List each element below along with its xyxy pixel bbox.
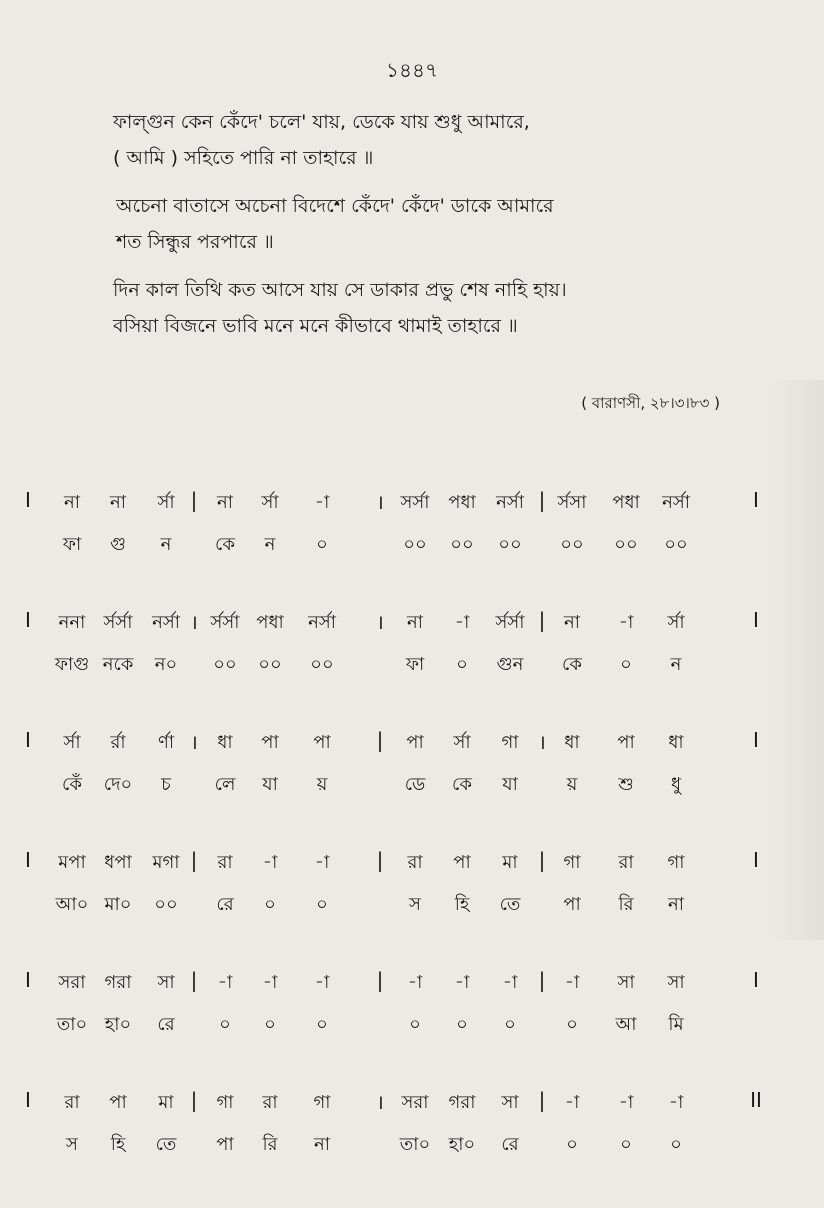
swara-note: -া: [668, 1092, 684, 1113]
lyric-syllable: চ: [161, 774, 171, 795]
bar-line: |: [190, 1088, 198, 1112]
swara-note: ধা: [668, 732, 684, 753]
swara-note: র্সা: [63, 732, 81, 753]
bar-line: ।: [190, 730, 198, 754]
swara-note: র্রা: [110, 732, 126, 753]
lyric-syllable: তা০: [399, 1134, 431, 1155]
swara-note: রা: [64, 1092, 80, 1113]
swara-note: র্সসা: [557, 492, 587, 513]
bar-line: |: [190, 488, 198, 512]
lyrics-block: [113, 104, 753, 356]
swara-note: -া: [564, 1092, 580, 1113]
swara-note: গা: [667, 852, 685, 873]
stanza: [113, 272, 753, 344]
swara-note: রা: [262, 1092, 278, 1113]
bar-line: I: [25, 488, 31, 512]
lyric-syllable: তে: [155, 1134, 177, 1155]
swara-note: না: [110, 492, 126, 513]
bar-line: |: [376, 968, 384, 992]
notation-row: [20, 608, 810, 728]
lyric-syllable: রি: [262, 1134, 278, 1155]
lyric-syllable: ০: [620, 1134, 632, 1155]
bar-line: I: [25, 968, 31, 992]
lyric-syllable: ন: [160, 534, 172, 555]
swara-note: মা: [502, 852, 518, 873]
swara-note: -া: [502, 972, 518, 993]
stanza: [113, 188, 753, 260]
lyric-syllable: ০: [316, 1014, 328, 1035]
swara-note: পা: [406, 732, 424, 753]
swara-note: -া: [407, 972, 423, 993]
bar-line: |: [190, 968, 198, 992]
lyric-syllable: রে: [157, 1014, 175, 1035]
swara-note: র্সা: [261, 492, 279, 513]
bar-line: I: [753, 728, 759, 752]
bar-line: II: [750, 1088, 762, 1112]
lyric-syllable: আ: [615, 1014, 637, 1035]
lyric-syllable: না: [668, 894, 684, 915]
lyric-syllable: ফাগু: [54, 654, 90, 675]
lyric-syllable: ০০: [498, 534, 522, 555]
lyric-syllable: যা: [502, 774, 518, 795]
bar-line: ।: [190, 610, 198, 634]
swara-note: পধা: [612, 492, 640, 513]
swara-note: পধা: [256, 612, 284, 633]
bar-line: |: [538, 1088, 546, 1112]
swara-note: গা: [563, 852, 581, 873]
swara-note: নর্সা: [308, 612, 336, 633]
lyric-syllable: ধু: [670, 774, 682, 795]
swara-note: সা: [501, 1092, 519, 1113]
swara-note: মা: [158, 1092, 174, 1113]
lyric-syllable: ০: [264, 1014, 276, 1035]
notation-row: [20, 1088, 810, 1208]
bar-line: ।: [376, 610, 384, 634]
lyric-line: অচেনা বাতাসে অচেনা বিদেশে কেঁদে' কেঁদে' ডাকে আমারে: [116, 195, 554, 217]
swara-note: র্সা: [667, 612, 685, 633]
lyric-line: ( আমি ) সহিতে পারি না তাহারে ॥: [113, 147, 374, 169]
lyric-syllable: স: [66, 1134, 78, 1155]
lyric-syllable: না: [314, 1134, 330, 1155]
swara-note: না: [407, 612, 423, 633]
swara-note: ধা: [564, 732, 580, 753]
lyric-syllable: হা০: [104, 1014, 132, 1035]
lyric-syllable: কেঁ: [62, 774, 82, 795]
page-number: ১৪৪৭: [386, 58, 438, 82]
lyric-syllable: মি: [668, 1014, 684, 1035]
lyric-syllable: ফা: [405, 654, 425, 675]
swara-note: সা: [157, 972, 175, 993]
bar-line: |: [538, 968, 546, 992]
lyric-syllable: গু: [110, 534, 126, 555]
lyric-syllable: পা: [216, 1134, 234, 1155]
swara-note: গরা: [448, 1092, 476, 1113]
swara-note: -া: [314, 972, 330, 993]
lyric-syllable: ০০: [213, 654, 237, 675]
swara-note: র্সা: [157, 492, 175, 513]
lyric-syllable: কে: [562, 654, 582, 675]
bar-line: |: [538, 488, 546, 512]
bar-line: |: [376, 728, 384, 752]
swara-note: র্সর্সা: [103, 612, 133, 633]
swara-note: গা: [216, 1092, 234, 1113]
swara-note: পা: [453, 852, 471, 873]
swara-note: সরা: [58, 972, 86, 993]
swara-note: ননা: [58, 612, 86, 633]
lyric-syllable: রে: [216, 894, 234, 915]
swara-note: -া: [314, 492, 330, 513]
bar-line: I: [25, 848, 31, 872]
lyric-syllable: ০: [264, 894, 276, 915]
swara-note: সর্সা: [400, 492, 430, 513]
lyric-syllable: ০০: [154, 894, 178, 915]
lyric-syllable: ০: [566, 1134, 578, 1155]
swara-note: -া: [618, 1092, 634, 1113]
lyric-syllable: ০: [409, 1014, 421, 1035]
bar-line: ।: [538, 730, 546, 754]
lyric-syllable: কে: [215, 534, 235, 555]
swara-note: -া: [217, 972, 233, 993]
lyric-syllable: তে: [499, 894, 521, 915]
swara-note: -া: [618, 612, 634, 633]
lyric-syllable: ফা: [62, 534, 82, 555]
composition-date: ( বারাণসী, ২৮।৩।৮৩ ): [581, 394, 720, 412]
lyric-syllable: রি: [618, 894, 634, 915]
lyric-syllable: স: [409, 894, 421, 915]
swara-note: মগা: [152, 852, 180, 873]
swara-note: সরা: [401, 1092, 429, 1113]
lyric-syllable: য়: [316, 774, 328, 795]
lyric-syllable: নকে: [102, 654, 134, 675]
lyric-line: ফাল্গুন কেন কেঁদে' চলে' যায়, ডেকে যায় শুধু আমারে,: [113, 111, 530, 133]
lyric-syllable: ০: [316, 534, 328, 555]
lyric-syllable: পা: [563, 894, 581, 915]
lyric-syllable: আ০: [55, 894, 89, 915]
margin-shadow: [770, 380, 824, 940]
swara-note: নর্সা: [496, 492, 524, 513]
swara-note: -া: [262, 852, 278, 873]
bar-line: |: [538, 608, 546, 632]
bar-line: |: [190, 848, 198, 872]
stanza: [113, 104, 753, 176]
bar-line: I: [753, 968, 759, 992]
lyric-syllable: যা: [262, 774, 278, 795]
notation-row: [20, 848, 810, 968]
swara-note: সা: [667, 972, 685, 993]
swara-note: গা: [501, 732, 519, 753]
lyric-syllable: য়: [566, 774, 578, 795]
swara-note: র্সর্সা: [495, 612, 525, 633]
swara-note: রা: [618, 852, 634, 873]
swara-note: মপা: [58, 852, 86, 873]
lyric-syllable: ০: [316, 894, 328, 915]
notation-row: [20, 968, 810, 1088]
swara-note: না: [564, 612, 580, 633]
lyric-syllable: গুন: [496, 654, 524, 675]
swara-note: ধা: [217, 732, 233, 753]
swara-note: নর্সা: [152, 612, 180, 633]
lyric-syllable: লে: [214, 774, 236, 795]
lyric-line: শত সিন্ধুর পরপারে ॥: [116, 231, 274, 253]
lyric-syllable: হি: [454, 894, 470, 915]
lyric-syllable: দে০: [103, 774, 133, 795]
swara-note: পা: [617, 732, 635, 753]
swara-note: না: [64, 492, 80, 513]
lyric-syllable: ০০: [664, 534, 688, 555]
lyric-syllable: ন০: [154, 654, 178, 675]
swara-note: গরা: [104, 972, 132, 993]
lyric-syllable: ০: [504, 1014, 516, 1035]
bar-line: |: [376, 848, 384, 872]
lyric-line: বসিয়া বিজনে ভাবি মনে মনে কীভাবে থামাই তাহারে ॥: [113, 315, 518, 337]
lyric-syllable: ন: [670, 654, 682, 675]
lyric-syllable: ০০: [258, 654, 282, 675]
swara-note: -া: [262, 972, 278, 993]
swara-note: পা: [261, 732, 279, 753]
lyric-syllable: ন: [264, 534, 276, 555]
swara-note: র্সর্সা: [210, 612, 240, 633]
lyric-syllable: ০০: [403, 534, 427, 555]
swara-note: নর্সা: [662, 492, 690, 513]
lyric-syllable: ০: [670, 1134, 682, 1155]
lyric-syllable: ০: [620, 654, 632, 675]
lyric-syllable: ০: [456, 654, 468, 675]
lyric-syllable: মা০: [104, 894, 132, 915]
notation-block: [20, 488, 810, 1208]
lyric-syllable: কে: [452, 774, 472, 795]
bar-line: ।: [376, 490, 384, 514]
swara-note: না: [217, 492, 233, 513]
bar-line: I: [25, 608, 31, 632]
bar-line: I: [25, 1088, 31, 1112]
lyric-syllable: ০: [566, 1014, 578, 1035]
lyric-syllable: ০০: [614, 534, 638, 555]
swara-note: রা: [217, 852, 233, 873]
lyric-syllable: শু: [618, 774, 634, 795]
lyric-syllable: ০: [219, 1014, 231, 1035]
swara-note: ধপা: [104, 852, 132, 873]
lyric-syllable: রে: [501, 1134, 519, 1155]
swara-note: র্ণা: [157, 732, 175, 753]
lyric-syllable: হি: [110, 1134, 126, 1155]
swara-note: -া: [564, 972, 580, 993]
bar-line: ।: [376, 1090, 384, 1114]
bar-line: I: [753, 488, 759, 512]
swara-note: গা: [313, 1092, 331, 1113]
swara-note: রা: [407, 852, 423, 873]
lyric-syllable: তা০: [56, 1014, 88, 1035]
lyric-syllable: ০: [456, 1014, 468, 1035]
lyric-syllable: ০০: [310, 654, 334, 675]
swara-note: পধা: [448, 492, 476, 513]
notation-row: [20, 488, 810, 608]
swara-note: -া: [454, 612, 470, 633]
lyric-line: দিন কাল তিথি কত আসে যায় সে ডাকার প্রভু শেষ নাহি হায়।: [113, 279, 567, 301]
bar-line: |: [538, 848, 546, 872]
swara-note: -া: [454, 972, 470, 993]
bar-line: I: [753, 608, 759, 632]
swara-note: র্সা: [453, 732, 471, 753]
lyric-syllable: ডে: [404, 774, 426, 795]
swara-note: পা: [109, 1092, 127, 1113]
lyric-syllable: ০০: [450, 534, 474, 555]
swara-note: পা: [313, 732, 331, 753]
notation-row: [20, 728, 810, 848]
bar-line: I: [753, 848, 759, 872]
swara-note: -া: [314, 852, 330, 873]
lyric-syllable: ০০: [560, 534, 584, 555]
bar-line: I: [25, 728, 31, 752]
swara-note: সা: [617, 972, 635, 993]
lyric-syllable: হা০: [448, 1134, 476, 1155]
